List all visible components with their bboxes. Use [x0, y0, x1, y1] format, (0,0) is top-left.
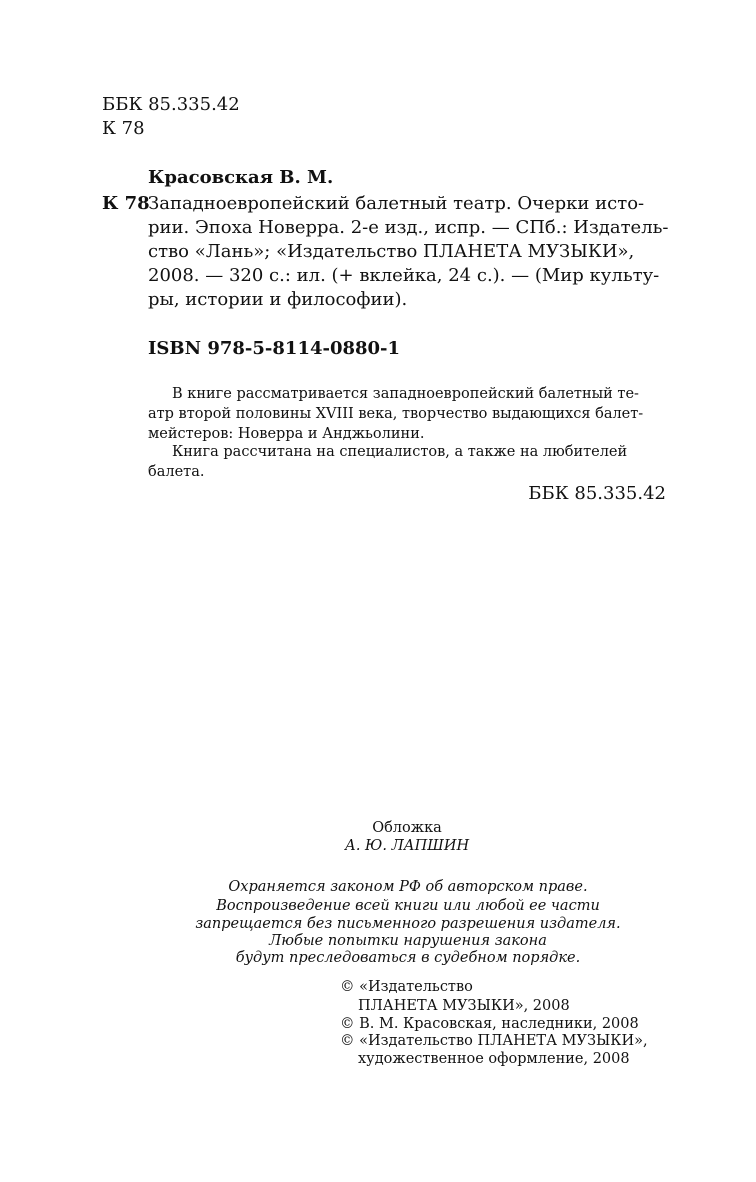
entry-line: ры, истории и философии).: [148, 289, 408, 310]
annotation-line: мейстеров: Новерра и Анджьолини.: [148, 426, 425, 442]
entry-line: 2008. — 320 с.: ил. (+ вклейка, 24 с.). — (Мир культу-: [148, 265, 660, 286]
entry-line: рии. Эпоха Новерра. 2-е изд., испр. — СПб.: Издатель-: [148, 217, 669, 238]
annotation-bbk: ББК 85.335.42: [528, 483, 666, 504]
copyright-line: ПЛАНЕТА МУЗЫКИ», 2008: [358, 998, 570, 1014]
notice-line: Любые попытки нарушения закона: [269, 933, 547, 949]
entry-mark: К 78: [102, 193, 150, 214]
cover-designer: А. Ю. ЛАПШИН: [344, 838, 470, 854]
entry-line: Западноевропейский балетный театр. Очерки исто-: [148, 193, 645, 214]
entry-line: ство «Лань»; «Издательство ПЛАНЕТА МУЗЫКИ»,: [148, 241, 635, 262]
annotation-line: атр второй половины XVIII века, творчество выдающихся балет-: [148, 406, 644, 422]
author-mark: К 78: [102, 118, 145, 139]
annotation-line: балета.: [148, 464, 205, 480]
annotation-line: В книге рассматривается западноевропейский балетный те-: [172, 386, 639, 402]
annotation-line: Книга рассчитана на специалистов, а также на любителей: [172, 444, 628, 460]
copyright-line: © «Издательство: [340, 979, 473, 995]
notice-line: запрещается без письменного разрешения издателя.: [195, 916, 621, 932]
copyright-line: © В. М. Красовская, наследники, 2008: [340, 1016, 639, 1032]
notice-line: будут преследоваться в судебном порядке.: [235, 950, 581, 966]
notice-line: Охраняется законом РФ об авторском праве.: [228, 879, 588, 895]
bbk-code: ББК 85.335.42: [102, 94, 240, 115]
entry-author: Красовская В. М.: [148, 167, 334, 188]
copyright-line: © «Издательство ПЛАНЕТА МУЗЫКИ»,: [340, 1033, 648, 1049]
cover-label: Обложка: [372, 820, 442, 836]
isbn: ISBN 978-5-8114-0880-1: [148, 338, 401, 359]
copyright-line: художественное оформление, 2008: [358, 1051, 630, 1067]
notice-line: Воспроизведение всей книги или любой ее части: [216, 898, 600, 914]
